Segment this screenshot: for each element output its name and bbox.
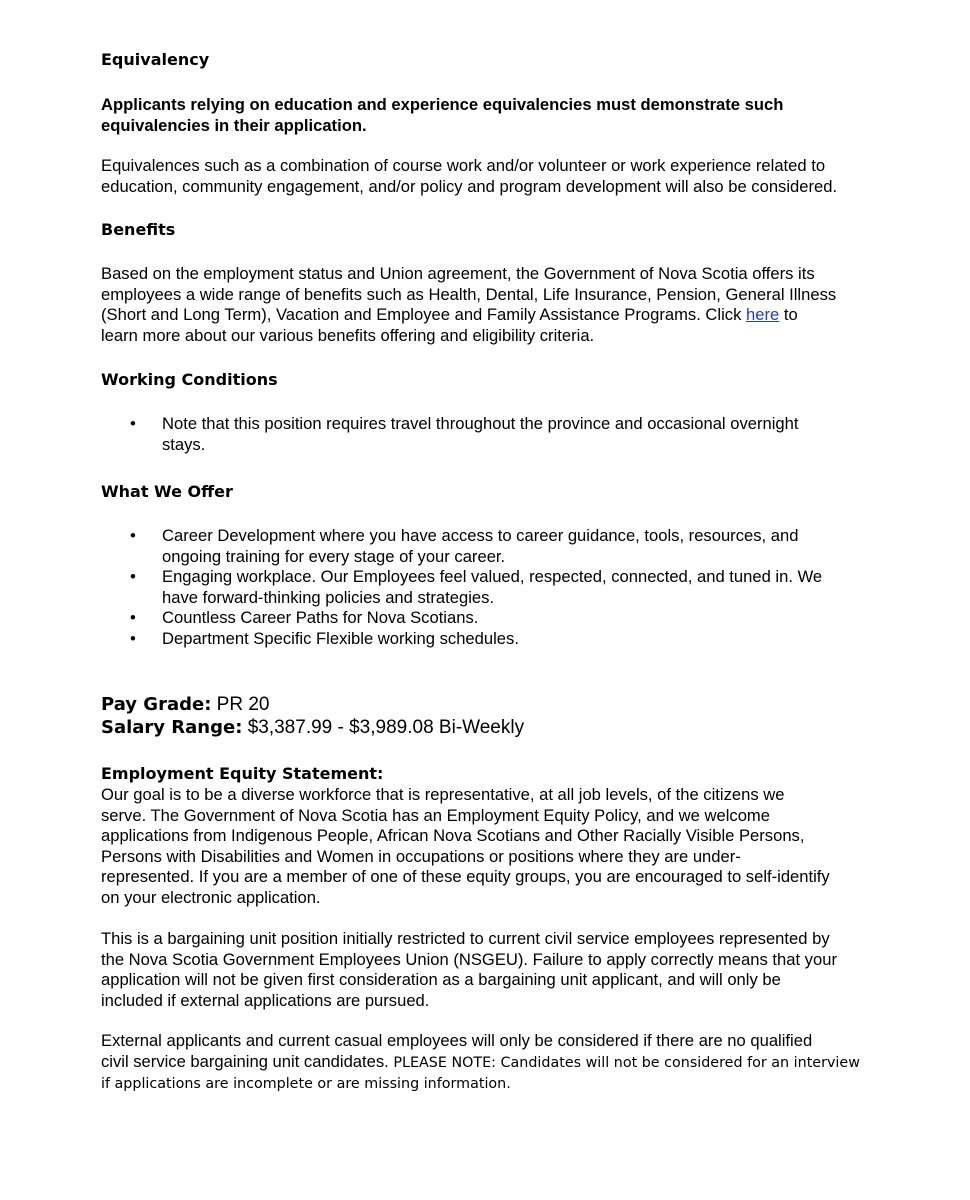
list-item xyxy=(101,567,861,608)
pay-grade-label: Pay Grade: xyxy=(101,694,212,715)
pay-grade xyxy=(101,693,269,716)
list-item-line-2: ongoing training for every stage of your career. xyxy=(162,546,506,566)
external-line-1: External applicants and current casual employees will only be considered if there are no qualified xyxy=(101,1031,813,1050)
please-note-line-1: PLEASE NOTE: Candidates will not be considered for an interview xyxy=(393,1054,860,1071)
list-item xyxy=(101,414,861,455)
equivalency-heading: Equivalency xyxy=(101,50,210,69)
list-item-line-1: Department Specific Flexible working schedules. xyxy=(162,628,519,648)
bullet-icon: • xyxy=(130,567,136,586)
benefits-line-2: employees a wide range of benefits such as Health, Dental, Life Insurance, Pension, General Illness xyxy=(101,284,837,304)
list-item xyxy=(101,608,861,629)
equity-line-3: applications from Indigenous People, African Nova Scotians and Other Racially Visible Persons, xyxy=(101,826,805,845)
list-item-line-1: Engaging workplace. Our Employees feel valued, respected, connected, and tuned in. We xyxy=(162,567,823,586)
working-conditions-heading: Working Conditions xyxy=(101,370,278,389)
what-we-offer-list xyxy=(101,526,861,649)
please-note-line-2: if applications are incomplete or are missing information. xyxy=(101,1076,511,1092)
salary-range-label: Salary Range: xyxy=(101,717,243,738)
salary-range-value: $3,387.99 - $3,989.08 Bi-Weekly xyxy=(247,717,525,738)
list-item-line-1: Career Development where you have access to career guidance, tools, resources, and xyxy=(162,526,799,545)
list-item xyxy=(101,526,861,567)
bargaining-line-3: application will not be given first consideration as a bargaining unit applicant, and will only be xyxy=(101,970,781,989)
list-item xyxy=(101,629,861,650)
equity-line-4: Persons with Disabilities and Women in occupations or positions where they are under- xyxy=(101,846,741,866)
bargaining-line-1: This is a bargaining unit position initially restricted to current civil service employees represented by xyxy=(101,929,830,948)
equivalency-body-line-2: education, community engagement, and/or policy and program development will also be considered. xyxy=(101,176,838,196)
benefits-line-3-end: to xyxy=(779,305,798,324)
list-item-line-1: Note that this position requires travel throughout the province and occasional overnight xyxy=(162,414,799,433)
benefits-body xyxy=(101,264,901,346)
equivalency-body-line-1: Equivalences such as a combination of course work and/or volunteer or work experience related to xyxy=(101,156,826,175)
working-conditions-list xyxy=(101,414,861,455)
list-item-line-2: stays. xyxy=(162,434,206,454)
bullet-icon: • xyxy=(130,526,136,545)
list-item-line-2: have forward-thinking policies and strategies. xyxy=(162,587,495,607)
bullet-icon: • xyxy=(130,608,136,627)
employment-equity-heading: Employment Equity Statement: xyxy=(101,764,384,783)
external-applicants-body xyxy=(101,1031,901,1095)
benefits-line-4: learn more about our various benefits offering and eligibility criteria. xyxy=(101,325,595,345)
equity-line-5: represented. If you are a member of one of these equity groups, you are encouraged to self-identify xyxy=(101,867,830,886)
bullet-icon: • xyxy=(130,414,136,433)
pay-grade-value: PR 20 xyxy=(216,694,270,715)
equivalency-body xyxy=(101,156,901,197)
benefits-here-link[interactable]: here xyxy=(746,305,780,324)
employment-equity-body xyxy=(101,785,901,908)
benefits-heading: Benefits xyxy=(101,220,176,239)
equity-line-6: on your electronic application. xyxy=(101,887,321,907)
equivalency-requirement-line-2: equivalencies in their application. xyxy=(101,115,367,135)
equivalency-requirement-line-1: Applicants relying on education and experience equivalencies must demonstrate such xyxy=(101,95,784,114)
benefits-line-3-start: (Short and Long Term), Vacation and Employee and Family Assistance Programs. Click xyxy=(101,305,746,324)
salary-range xyxy=(101,716,524,739)
equity-line-2: serve. The Government of Nova Scotia has an Employment Equity Policy, and we welcome xyxy=(101,805,770,825)
benefits-line-1: Based on the employment status and Union agreement, the Government of Nova Scotia offers its xyxy=(101,264,815,283)
external-line-2-start: civil service bargaining unit candidates. xyxy=(101,1051,394,1071)
what-we-offer-heading: What We Offer xyxy=(101,482,233,501)
equivalency-requirement xyxy=(101,95,901,136)
bargaining-line-4: included if external applications are pursued. xyxy=(101,990,430,1010)
bullet-icon: • xyxy=(130,628,136,648)
equity-line-1: Our goal is to be a diverse workforce that is representative, at all job levels, of the citizens we xyxy=(101,785,785,804)
bargaining-unit-body xyxy=(101,929,901,1011)
list-item-line-1: Countless Career Paths for Nova Scotians. xyxy=(162,608,479,627)
bargaining-line-2: the Nova Scotia Government Employees Union (NSGEU). Failure to apply correctly means that your xyxy=(101,949,837,969)
